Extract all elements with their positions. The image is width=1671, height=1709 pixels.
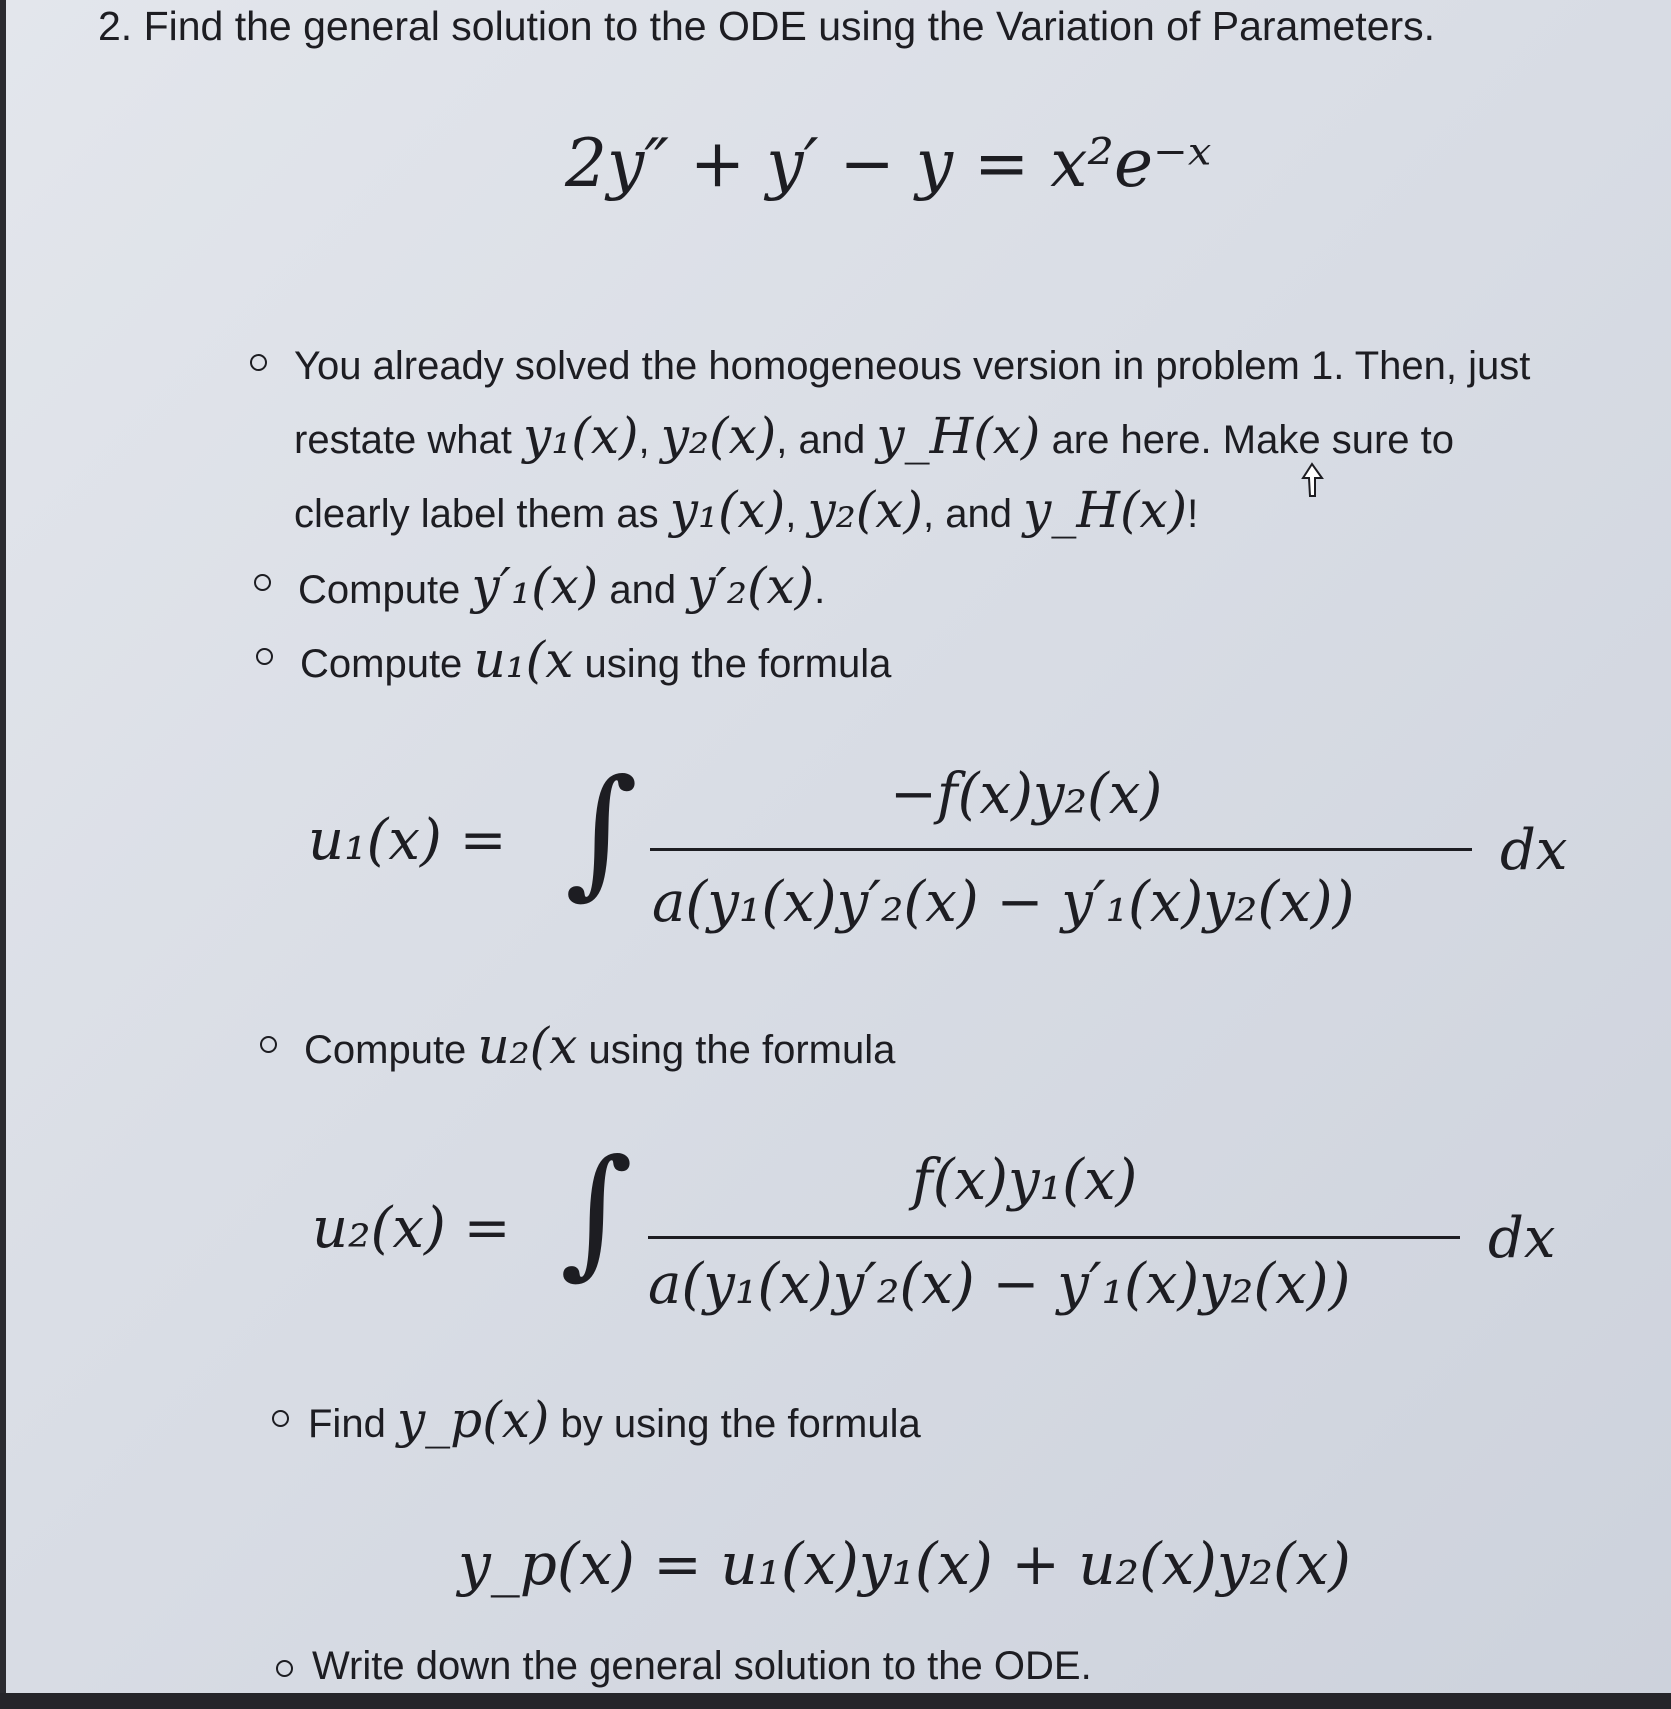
u1-dx: dx [1500, 818, 1568, 883]
screen-edge-left [0, 0, 6, 1709]
ode-equation: 2y″ + y′ − y = x²e⁻ˣ [565, 125, 1212, 202]
bullet-6 [276, 1660, 293, 1677]
bullet-2-text: Compute y′₁(x) and y′₂(x). [298, 557, 826, 615]
bullet-6-text: Write down the general solution to the ODE. [312, 1644, 1092, 1688]
u2-denominator: a(y₁(x)y′₂(x) − y′₁(x)y₂(x)) [648, 1252, 1351, 1317]
y2-symbol: y₂(x) [660, 407, 777, 465]
bullet-5 [272, 1410, 289, 1427]
bullet-1-line-3: clearly label them as y₁(x), y₂(x), and y_H(x)! [294, 481, 1199, 539]
y1-prime-symbol: y′₁(x) [471, 557, 599, 615]
u1-fraction-bar [650, 848, 1472, 851]
bullet-5-text: Find y_p(x) by using the formula [308, 1391, 921, 1449]
mouse-cursor-icon [1300, 462, 1326, 498]
u2-dx: dx [1488, 1206, 1556, 1271]
u1-formula-lhs: u₁(x) = [308, 808, 507, 873]
u2-symbol: u₂(x [477, 1017, 578, 1075]
u2-fraction-bar [648, 1236, 1460, 1239]
bullet-4 [260, 1036, 277, 1053]
bullet-4-text: Compute u₂(x using the formula [304, 1017, 896, 1075]
problem-heading: 2. Find the general solution to the ODE using the Variation of Parameters. [98, 3, 1436, 49]
y2-prime-symbol: y′₂(x) [687, 557, 815, 615]
u1-symbol: u₁(x [473, 631, 574, 689]
y2-label: y₂(x) [807, 481, 923, 539]
screen-edge-bottom [0, 1693, 1671, 1709]
bullet-1 [250, 354, 267, 371]
yp-symbol: y_p(x) [396, 1391, 550, 1449]
u1-denominator: a(y₁(x)y′₂(x) − y′₁(x)y₂(x)) [652, 870, 1355, 935]
bullet-2 [254, 574, 271, 591]
yp-formula: y_p(x) = u₁(x)y₁(x) + u₂(x)y₂(x) [458, 1530, 1351, 1598]
y1-symbol: y₁(x) [523, 407, 639, 465]
bullet-1-line-2: restate what y₁(x), y₂(x), and y_H(x) are here. Make sure to [294, 407, 1454, 465]
yh-label: y_H(x) [1023, 481, 1188, 539]
u1-numerator: −f(x)y₂(x) [890, 762, 1163, 827]
u2-integral-sign: ∫ [560, 1130, 633, 1293]
y1-label: y₁(x) [669, 481, 786, 539]
u1-integral-sign: ∫ [565, 750, 638, 913]
u2-numerator: f(x)y₁(x) [912, 1148, 1138, 1213]
bullet-3 [256, 648, 273, 665]
yh-symbol: y_H(x) [876, 407, 1041, 465]
bullet-3-text: Compute u₁(x using the formula [300, 631, 892, 689]
u2-formula-lhs: u₂(x) = [312, 1196, 511, 1261]
bullet-1-line-1: You already solved the homogeneous version in problem 1. Then, just [294, 344, 1531, 388]
